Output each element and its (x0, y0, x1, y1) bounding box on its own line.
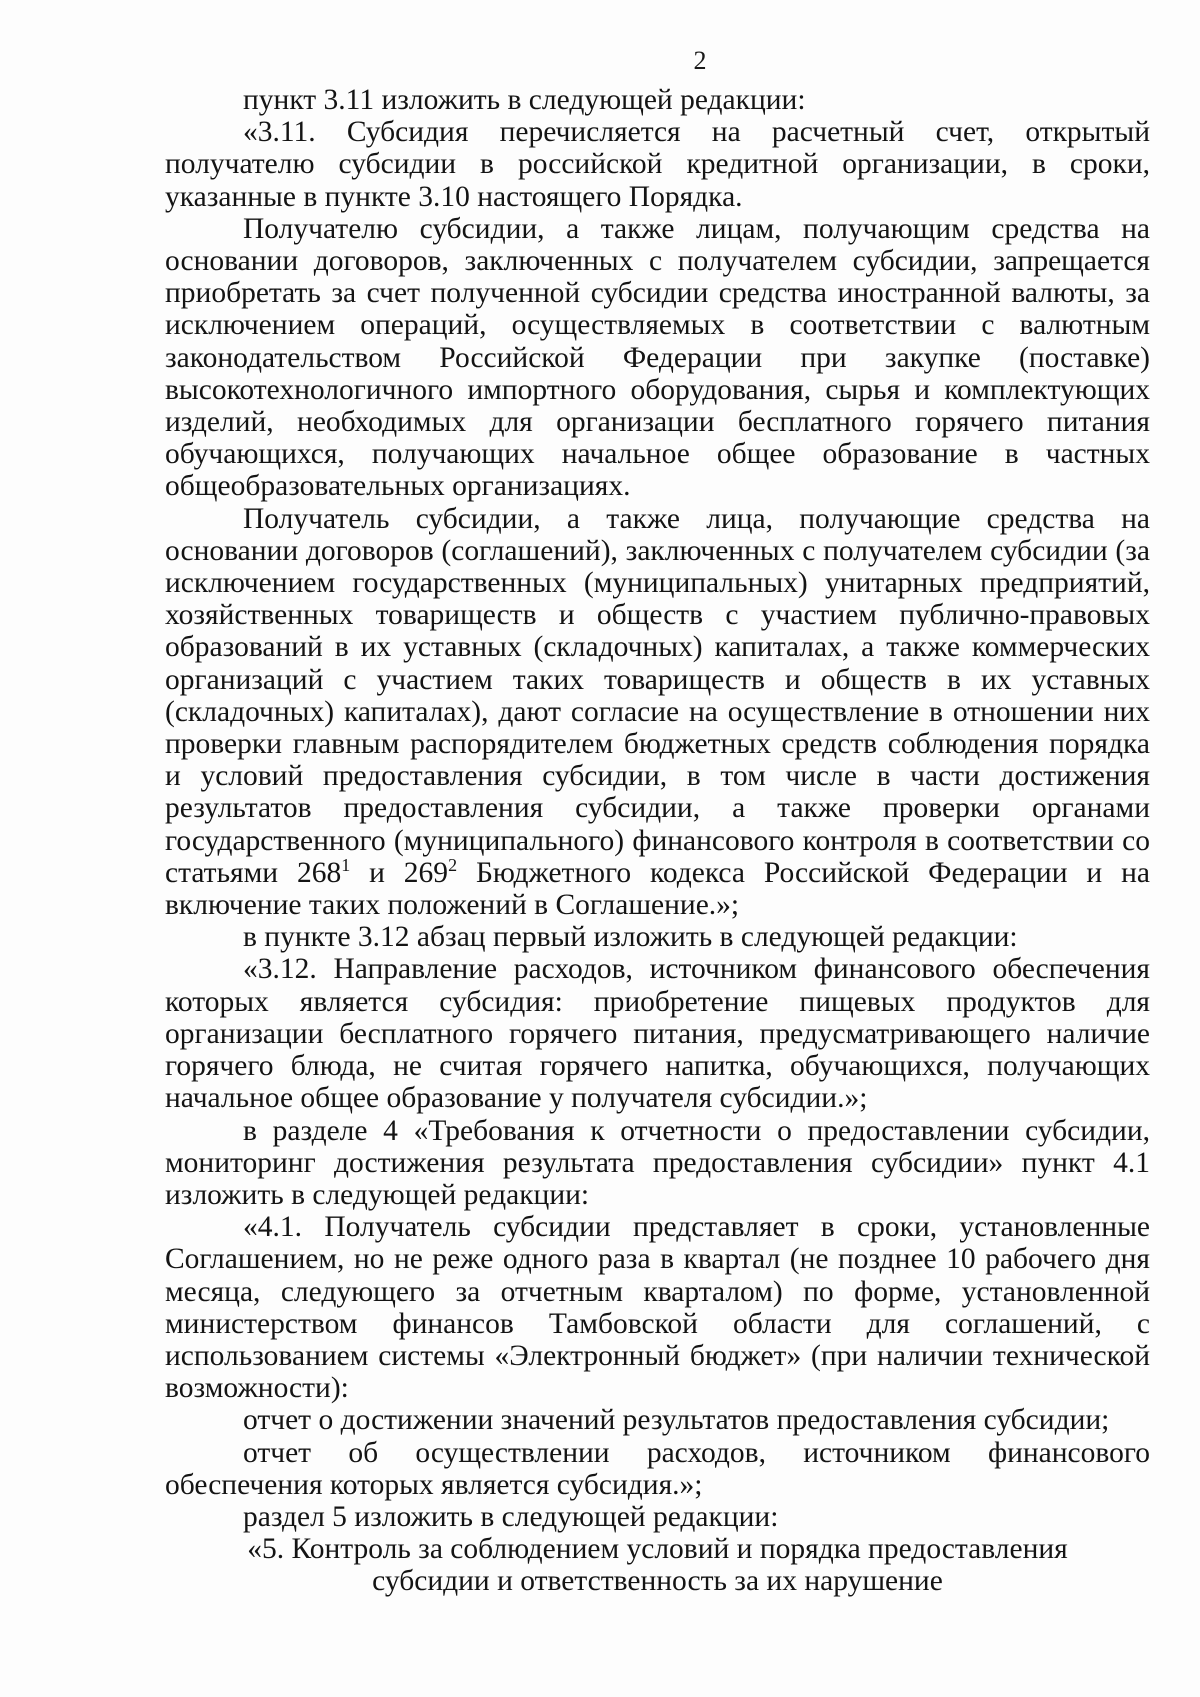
paragraph-intro-3-12: в пункте 3.12 абзац первый изложить в следующей редакции: (243, 921, 1018, 954)
paragraph-report-expenses: отчет об осуществлении расходов, источником финансового обеспечения которых является субсидия.»; (165, 1436, 1150, 1501)
paragraph-consent-to-audit (165, 503, 1150, 922)
paragraph-4-1: «4.1. Получатель субсидии представляет в сроки, установленные Соглашением, но не реже одного раза в квартал (не позднее 10 рабочего дня месяца, следующего за отчетным кварталом) по форме, установленной министерством финансов Тамбовской области для соглашений, с использованием системы «Электронный бюджет» (при наличии технической возможности): (165, 1211, 1150, 1405)
section-5-heading-line-2: субсидии и ответственность за их нарушение (372, 1565, 943, 1598)
section-5-heading (165, 1533, 1150, 1597)
consent-text-middle: и 269 (350, 856, 449, 889)
paragraph-3-12: «3.12. Направление расходов, источником финансового обеспечения которых является субсидия: приобретение пищевых продуктов для организации бесплатного горячего питания, предусматривающего наличие горячего блюда, не считая горячего напитка, обучающихся, получающих начальное общее образование у получателя субсидии.»; (165, 953, 1150, 1115)
paragraph-intro-4-1: в разделе 4 «Требования к отчетности о предоставлении субсидии, мониторинг достижения результата предоставления субсидии» пункт 4.1 изложить в следующей редакции: (165, 1114, 1150, 1211)
paragraph-intro-3-11: пункт 3.11 изложить в следующей редакции: (243, 84, 806, 116)
paragraph-intro-section-5: раздел 5 изложить в следующей редакции: (243, 1500, 779, 1533)
paragraph-currency-restriction: Получателю субсидии, а также лицам, получающим средства на основании договоров, заключенных с получателем субсидии, запрещается приобретать за счет полученной субсидии средства иностранной валюты, за исключением операций, осуществляемых в соответствии с валютным законодательством Российской Федерации при закупке (поставке) высокотехнологичного импортного оборудования, сырья и комплектующих изделий, необходимых для организации бесплатного горячего питания обучающихся, получающих начальное общее образование в частных общеобразовательных организациях. (165, 212, 1150, 503)
consent-text-end: Бюджетного кодекса Российской Федерации и на включение таких положений в Соглашение.»; (165, 856, 1150, 922)
footnote-sup-1: 1 (341, 855, 351, 876)
page-number: 2 (693, 46, 707, 75)
paragraph-3-11: «3.11. Субсидия перечисляется на расчетный счет, открытый получателю субсидии в российской кредитной организации, в сроки, указанные в пункте 3.10 настоящего Порядка. (165, 116, 1150, 213)
document-body (165, 84, 1150, 1598)
footnote-sup-2: 2 (448, 855, 458, 876)
paragraph-report-results: отчет о достижении значений результатов предоставления субсидии; (243, 1404, 1110, 1437)
section-5-heading-line-1: «5. Контроль за соблюдением условий и порядка предоставления (247, 1533, 1068, 1566)
consent-text-start: Получатель субсидии, а также лица, получающие средства на основании договоров (соглашений), заключенных с получателем субсидии (за исключением государственных (муниципальных) унитарных предприятий, хозяйственных товариществ и обществ с участием публично-правовых образований в их уставных (складочных) капиталах, а также коммерческих организаций с участием таких товариществ и обществ в их уставных (складочных) капиталах), дают согласие на осуществление в отношении них проверки главным распорядителем бюджетных средств соблюдения порядка и условий предоставления субсидии, в том числе в части достижения результатов предоставления субсидии, а также проверки органами государственного (муниципального) финансового контроля в соответствии со статьями 268 (165, 502, 1150, 889)
